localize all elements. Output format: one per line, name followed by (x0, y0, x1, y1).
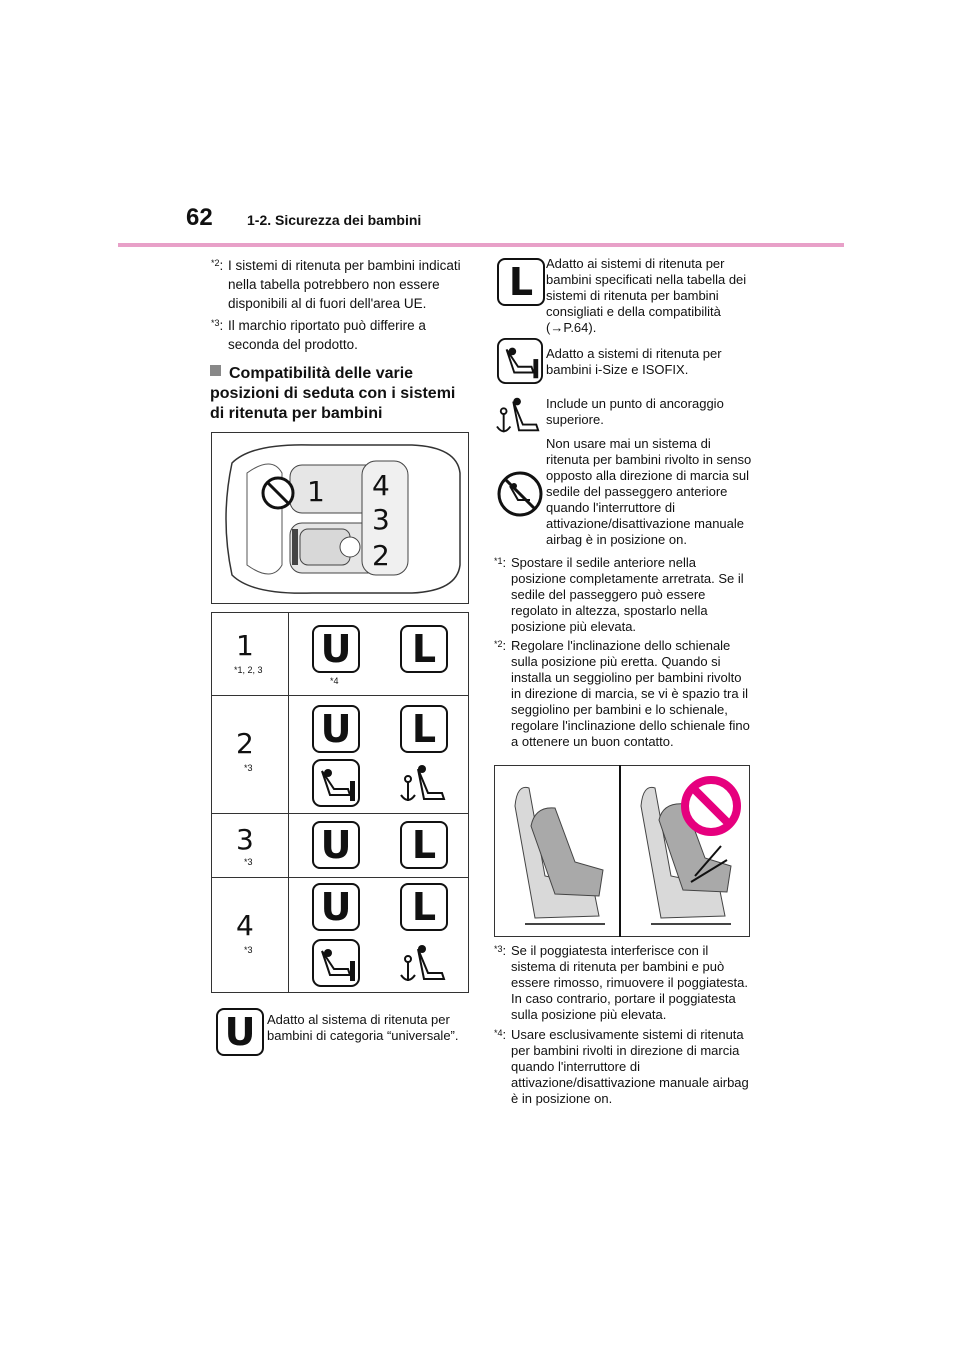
legend-isize-text: Adatto a sistemi di ritenuta per bambini i-Size e ISOFIX. (546, 346, 722, 377)
isize-isofix-icon (312, 939, 360, 987)
legend-isize-icon (497, 338, 543, 384)
footnote-2-left: $^{*2}$: I sistemi di ritenuta per bambini indicati nella tabella potrebbero non essere disponibili al di fuori dell'area UE. (211, 258, 461, 311)
bullet-square-icon (210, 365, 221, 376)
badge-u-icon: U (312, 883, 360, 931)
seat-note-2: *3 (244, 763, 253, 773)
footnote-1-right: $^{*1}$: Spostare il sedile anteriore nella posizione completamente arretrata. Se il sedile del passeggero può essere regolato in altezza, spostarlo nella posizione più elevata. (494, 555, 744, 634)
car-seating-diagram (211, 432, 469, 604)
comparison-divider (619, 765, 621, 937)
badge-note-4: *4 (330, 676, 339, 686)
footnote-3-right: $^{*3}$: Se il poggiatesta interferisce con il sistema di ritenuta per bambini e può essere rimosso, rimuovere il poggiatesta. In caso contrario, portare il poggiatesta sulla posizione più elevata. (494, 943, 748, 1022)
badge-u-icon: U (312, 821, 360, 869)
seat-note-4: *3 (244, 945, 253, 955)
section-title: 1-2. Sicurezza dei bambini (247, 212, 422, 228)
badge-l-icon: L (400, 705, 448, 753)
seat-number-2: 2 (236, 727, 254, 760)
header-rule (118, 243, 844, 247)
seat-number-3: 3 (236, 823, 254, 856)
seat-comparison-illustration (494, 765, 750, 937)
seat-note-3: *3 (244, 857, 253, 867)
seat-label-1: 1 (307, 475, 325, 508)
legend-l-text: Adatto ai sistemi di ritenuta per bambini specificati nella tabella dei sistemi di ritenuta per bambini consigliati e della compatibilità (→P.64). (546, 256, 747, 335)
legend-prohibit-text: Non usare mai un sistema di ritenuta per bambini rivolto in senso opposto alla direzione di marcia sul sedile del passeggero anteriore quando l'interruttore di attivazione/disattivazione manuale airbag è in posizione on. (546, 436, 752, 547)
legend-l-badge-icon: L (497, 258, 545, 306)
prohibit-rear-facing-icon (260, 475, 296, 511)
prohibit-icon (679, 774, 743, 838)
badge-l-icon: L (400, 883, 448, 931)
footnote-2-right: $^{*2}$: Regolare l'inclinazione dello schienale sulla posizione più eretta. Quando si installa un seggiolino per bambini rivolto in direzione di marcia, se vi è spazio tra il seggiolino per bambini e lo schienale, regolare l'inclinazione dello schienale fino a ottenere un buon contatto. (494, 638, 750, 749)
seat-number-1: 1 (236, 629, 254, 662)
legend-u-badge-icon: U (216, 1008, 264, 1056)
seat-label-3: 3 (372, 503, 390, 536)
seat-label-2: 2 (372, 539, 390, 572)
legend-prohibit-icon (496, 470, 544, 518)
section-heading: Compatibilità delle varie posizioni di seduta con i sistemi di ritenuta per bambini (210, 365, 456, 422)
seat-label-4: 4 (372, 469, 390, 502)
seat-number-4: 4 (236, 909, 254, 942)
badge-l-icon: L (400, 821, 448, 869)
legend-anchor-icon (494, 392, 544, 438)
badge-u-icon: U (312, 705, 360, 753)
footnote-3-left: $^{*3}$: Il marchio riportato può differire a seconda del prodotto. (211, 318, 426, 352)
legend-u-text: Adatto al sistema di ritenuta per bambini di categoria “universale”. (267, 1012, 459, 1043)
top-tether-anchor-icon (398, 939, 450, 987)
compatibility-table (211, 612, 469, 993)
badge-l-icon: L (400, 625, 448, 673)
legend-anchor-text: Include un punto di ancoraggio superiore. (546, 396, 724, 427)
seat-note-1: *1, 2, 3 (234, 665, 263, 675)
badge-u-icon: U (312, 625, 360, 673)
isize-isofix-icon (312, 759, 360, 807)
top-tether-anchor-icon (398, 759, 450, 807)
page-number: 62 (186, 204, 213, 231)
footnote-4-right: $^{*4}$: Usare esclusivamente sistemi di ritenuta per bambini rivolti in direzione di marcia quando l'interruttore di attivazione/disattivazione manuale airbag è in posizione on. (494, 1027, 749, 1106)
car-top-view-icon (212, 433, 470, 605)
